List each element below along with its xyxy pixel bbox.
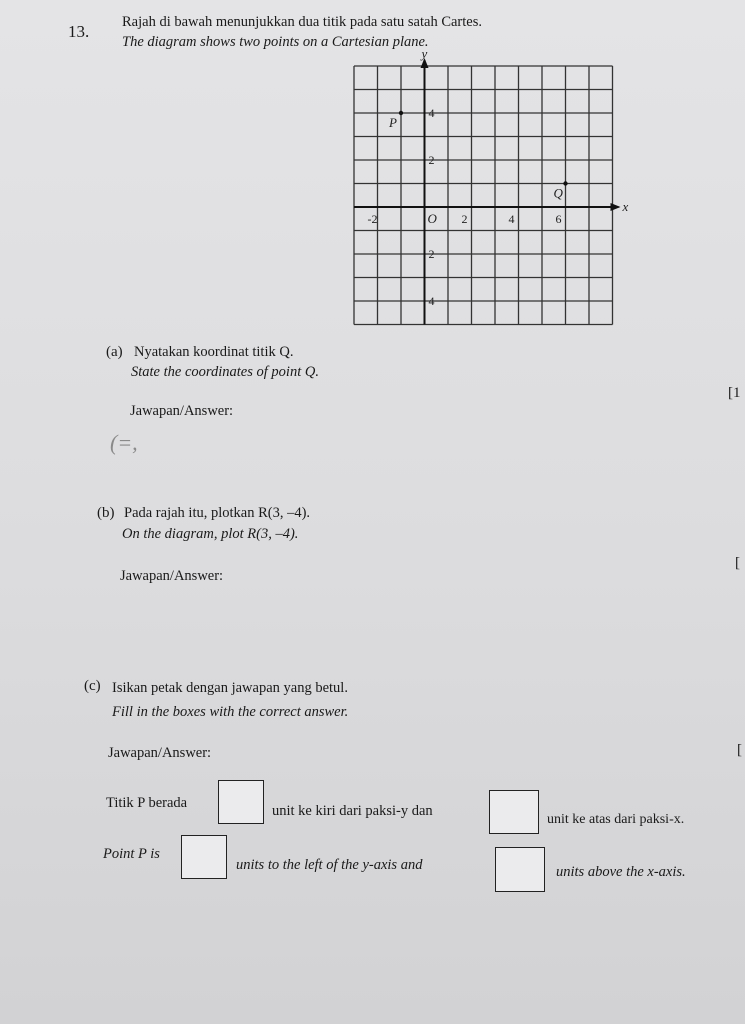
x-tick-label: 6 xyxy=(555,212,562,226)
point-label: Q xyxy=(553,185,563,201)
part-c-answer-label: Jawapan/Answer: xyxy=(108,745,212,761)
part-c-label: (c) xyxy=(84,678,101,694)
question-title-ms: Rajah di bawah menunjukkan dua titik pada satu satah Cartes. xyxy=(122,14,482,30)
axes xyxy=(354,58,621,325)
part-b-en: On the diagram, plot R(3, –4). xyxy=(122,526,299,542)
part-b-mark: [ xyxy=(735,555,740,571)
part-c-mark: [ xyxy=(737,742,742,758)
x-tick-label: 4 xyxy=(508,212,515,226)
point-marker xyxy=(399,111,403,115)
answer-box-ms-up[interactable] xyxy=(489,790,539,834)
grid-lines xyxy=(354,66,613,325)
x-tick-label: 2 xyxy=(461,212,468,226)
part-b-answer-label: Jawapan/Answer: xyxy=(120,568,224,584)
x-axis-label: x xyxy=(622,199,629,214)
part-a-ms: Nyatakan koordinat titik Q. xyxy=(134,344,294,360)
y-tick-label: 2 xyxy=(428,247,435,261)
y-tick-label: 2 xyxy=(428,153,435,167)
part-a-scribble: (=, xyxy=(110,430,138,455)
fill-line-ms-part2: unit ke kiri dari paksi-y dan xyxy=(272,803,433,819)
part-c-en: Fill in the boxes with the correct answer. xyxy=(112,704,349,720)
x-tick-label: -2 xyxy=(367,212,378,226)
point-label: P xyxy=(389,115,397,130)
origin-label: O xyxy=(427,211,437,226)
y-tick-label: 4 xyxy=(428,106,435,120)
y-axis-label: y xyxy=(421,52,428,61)
x-axis-arrow xyxy=(611,203,621,211)
fill-line-en-part1: Point P is xyxy=(103,846,160,862)
part-b-label: (b) xyxy=(97,505,115,521)
part-a-en: State the coordinates of point Q. xyxy=(131,364,319,380)
cartesian-plane xyxy=(340,52,630,327)
point-marker xyxy=(563,181,567,185)
question-title-en: The diagram shows two points on a Cartesian plane. xyxy=(122,34,429,50)
part-a-label: (a) xyxy=(106,344,123,360)
plotted-points xyxy=(388,111,568,201)
part-a-mark: [1 xyxy=(728,385,741,401)
part-c-ms: Isikan petak dengan jawapan yang betul. xyxy=(112,680,348,696)
question-number: 13. xyxy=(68,22,90,41)
part-a-answer-label: Jawapan/Answer: xyxy=(130,403,234,419)
answer-box-en-left[interactable] xyxy=(181,835,227,879)
fill-line-en-part2: units to the left of the y-axis and xyxy=(236,857,423,873)
y-tick-label: 4 xyxy=(428,294,435,308)
fill-line-ms-part1: Titik P berada xyxy=(106,795,188,811)
answer-box-en-up[interactable] xyxy=(495,847,545,892)
answer-box-ms-left[interactable] xyxy=(218,780,264,824)
part-b-ms: Pada rajah itu, plotkan R(3, –4). xyxy=(124,505,311,521)
fill-line-en-part3: units above the x-axis. xyxy=(556,864,686,880)
fill-line-ms-part3: unit ke atas dari paksi-x. xyxy=(547,812,685,827)
